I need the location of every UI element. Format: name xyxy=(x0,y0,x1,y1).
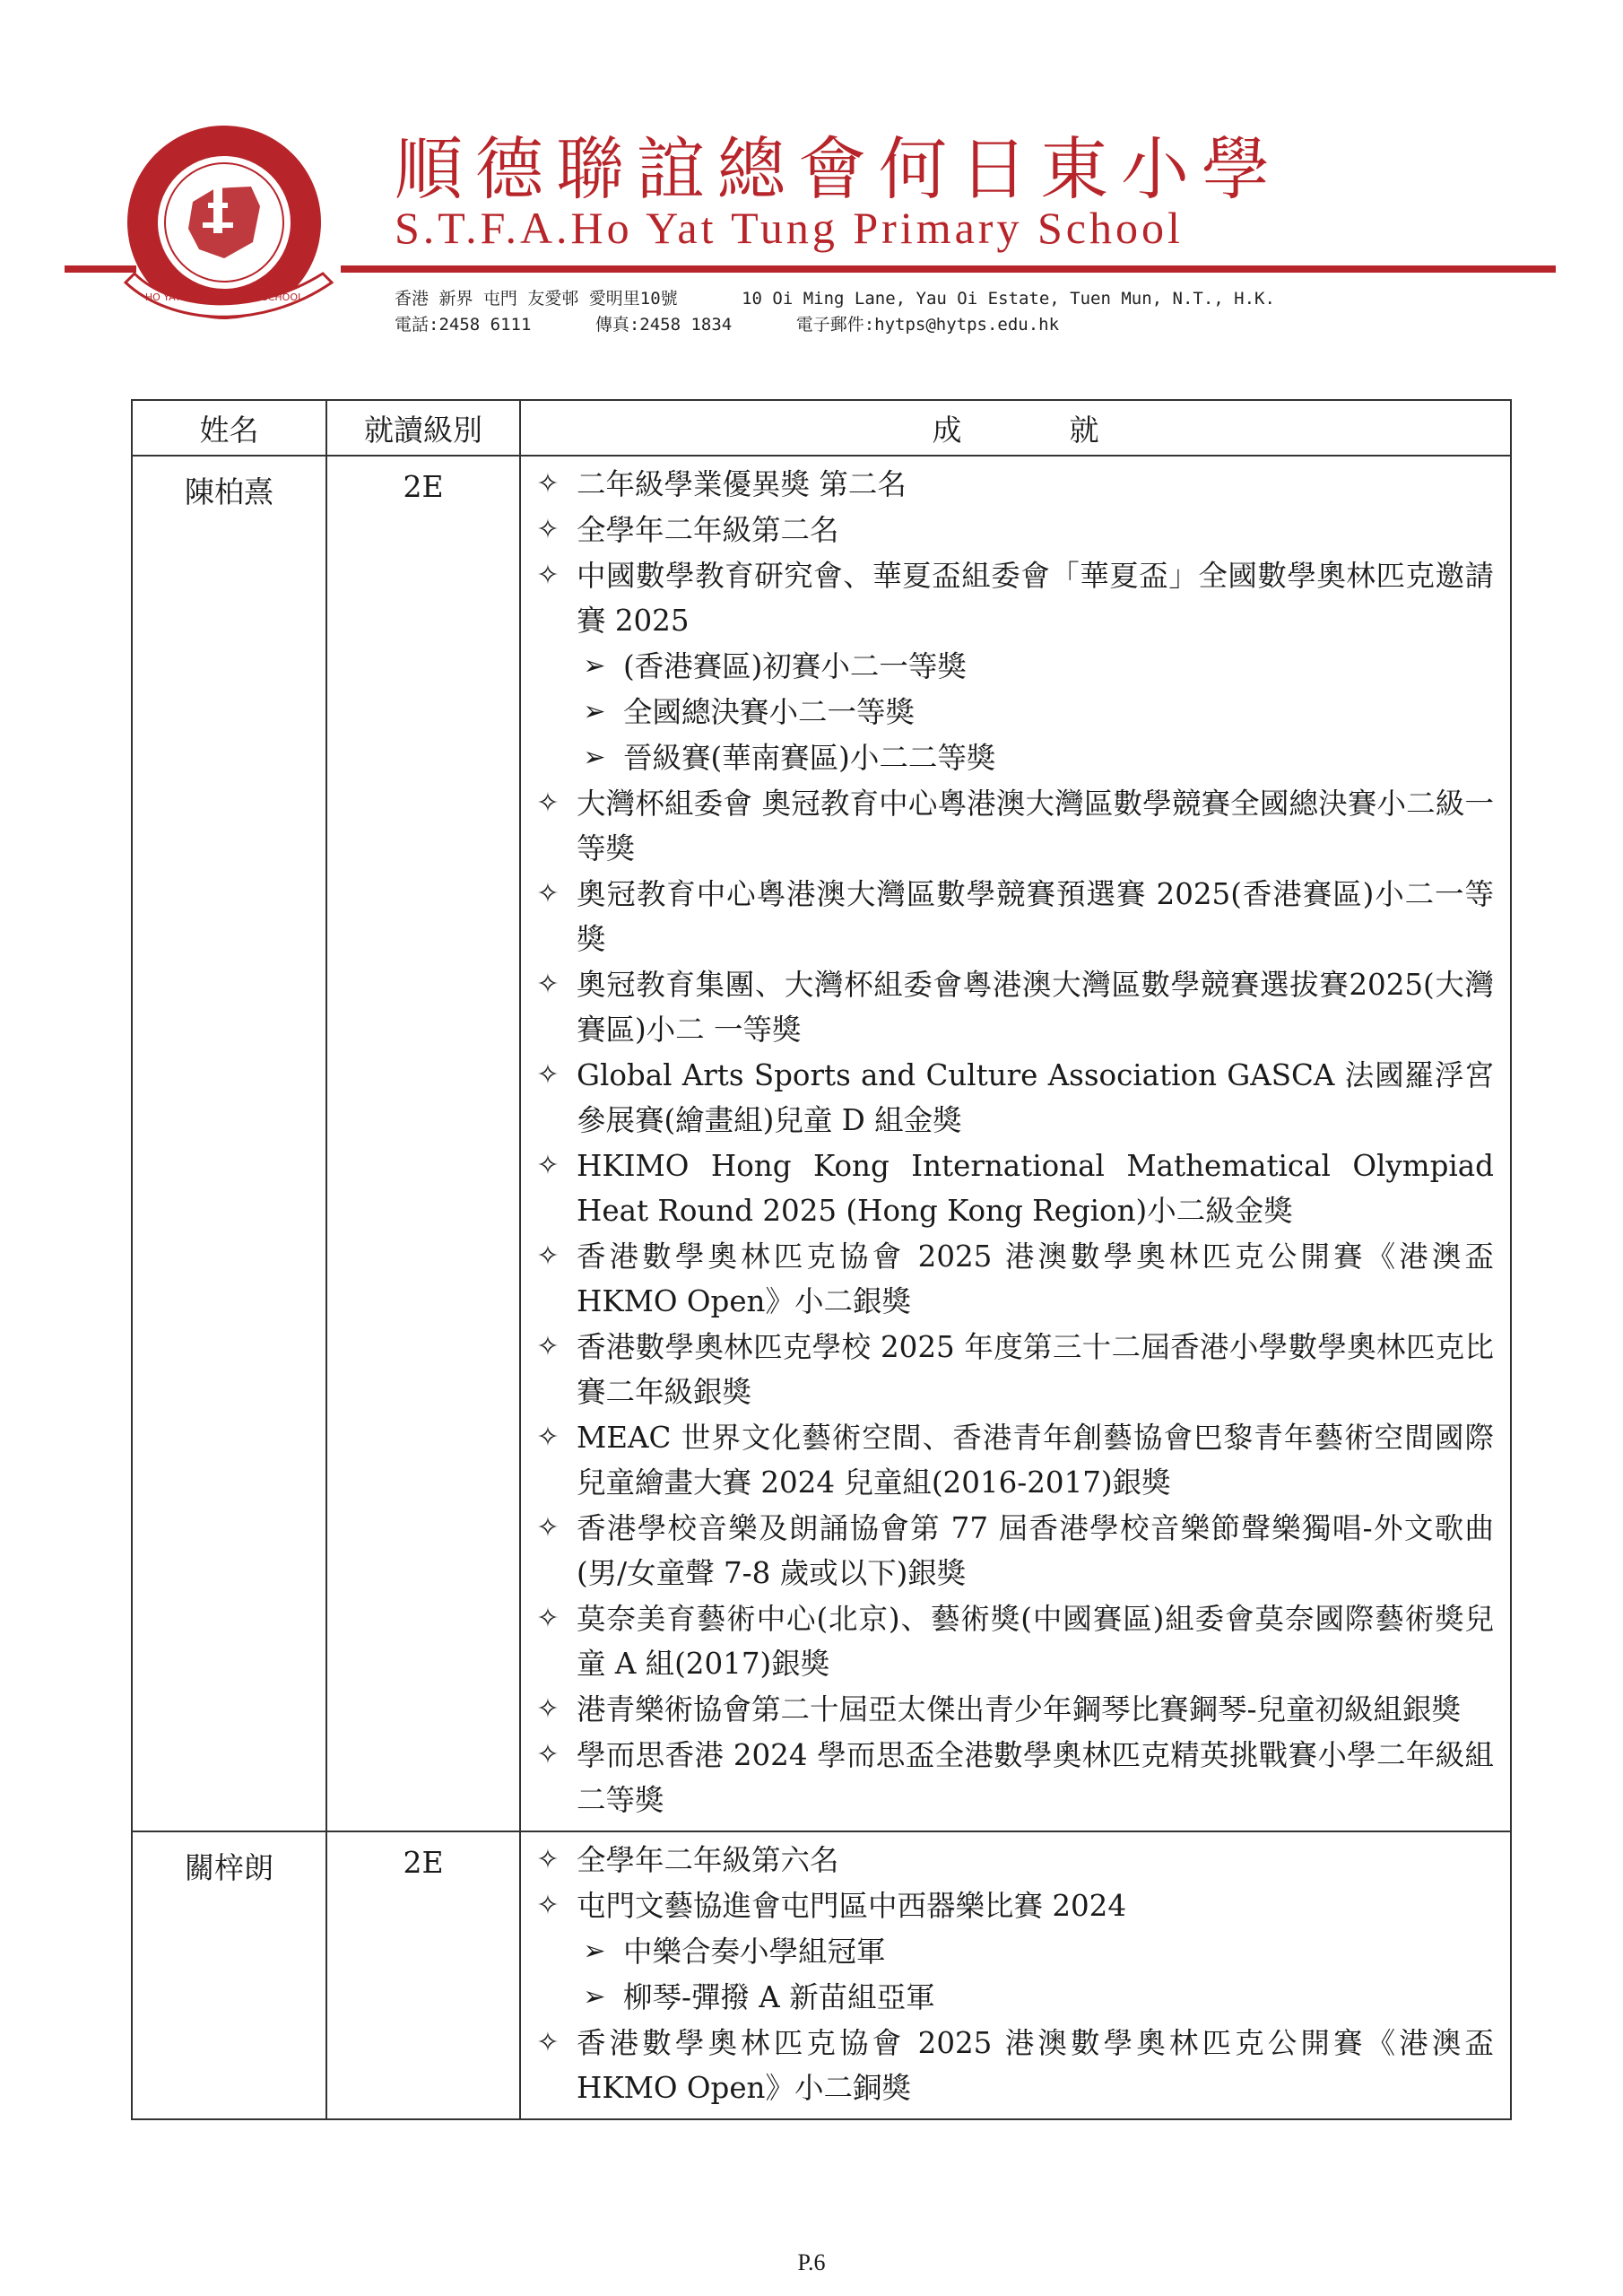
table-row xyxy=(132,1831,1511,2119)
achievement-list xyxy=(530,462,1494,1822)
achievement-subitem xyxy=(530,1929,1494,1974)
header-level: 就讀級別 xyxy=(326,400,520,456)
achievement-item xyxy=(530,962,1494,1052)
achievement-item xyxy=(530,2021,1494,2110)
school-name-chinese: 順德聯誼總會何日東小學 xyxy=(395,129,1282,209)
header-achievement: 成就 xyxy=(520,400,1511,456)
phone-number: 電話:2458 6111 xyxy=(395,315,532,335)
achievement-text: (香港賽區)初賽小二一等獎 xyxy=(623,649,967,683)
achievement-item xyxy=(530,1687,1494,1732)
table-row xyxy=(132,456,1511,1831)
student-name: 陳柏熹 xyxy=(132,456,326,1831)
achievement-item xyxy=(530,1234,1494,1324)
achievement-text: 全學年二年級第六名 xyxy=(577,1843,839,1877)
star-bullet-icon: ✧ xyxy=(536,1331,560,1362)
header-name: 姓名 xyxy=(132,400,326,456)
achievement-text: 香港數學奧林匹克協會 2025 港澳數學奧林匹克公開賽《港澳盃 HKMO Open》小二銅獎 xyxy=(577,2026,1494,2105)
star-bullet-icon: ✧ xyxy=(536,1059,560,1091)
achievement-item xyxy=(530,553,1494,643)
achievement-text: 二年級學業優異獎 第二名 xyxy=(577,467,907,501)
page-number: P.6 xyxy=(797,2249,826,2275)
achievement-subitem xyxy=(530,644,1494,689)
achievement-text: 柳琴-彈撥 A 新苗組亞軍 xyxy=(623,1980,935,2014)
achievement-item xyxy=(530,1415,1494,1505)
svg-text:HO YAT TUNG PRIMARY SCHOOL: HO YAT TUNG PRIMARY SCHOOL xyxy=(144,291,304,303)
student-name: 關梓朗 xyxy=(132,1831,326,2119)
header-rule-right xyxy=(341,265,1556,273)
achievement-item xyxy=(530,1838,1494,1883)
achievement-text: 中國數學教育研究會、華夏盃組委會「華夏盃」全國數學奧林匹克邀請賽 2025 xyxy=(577,559,1494,638)
achievement-item xyxy=(530,1053,1494,1143)
achievement-item xyxy=(530,1144,1494,1233)
contact-line xyxy=(395,311,1113,335)
arrow-bullet-icon: ➢ xyxy=(583,696,606,727)
achievement-item xyxy=(530,1733,1494,1822)
achievement-text: 中樂合奏小學組冠軍 xyxy=(623,1935,886,1969)
achievement-text: 全學年二年級第二名 xyxy=(577,513,839,547)
star-bullet-icon: ✧ xyxy=(536,1150,560,1181)
star-bullet-icon: ✧ xyxy=(536,468,560,500)
achievement-text: 全國總決賽小二一等獎 xyxy=(623,695,916,729)
arrow-bullet-icon: ➢ xyxy=(583,1981,606,2013)
star-bullet-icon: ✧ xyxy=(536,514,560,545)
achievement-item xyxy=(530,1506,1494,1596)
school-logo xyxy=(117,117,350,332)
achievement-text: 奧冠教育集團、大灣杯組委會粵港澳大灣區數學競賽選拔賽2025(大灣賽區)小二 一等獎 xyxy=(577,968,1494,1047)
school-name-english: S.T.F.A.Ho Yat Tung Primary School xyxy=(395,203,1184,253)
achievement-item xyxy=(530,462,1494,507)
star-bullet-icon: ✧ xyxy=(536,1422,560,1453)
student-level: 2E xyxy=(326,1831,520,2119)
achievement-cell xyxy=(520,456,1511,1831)
achievement-text: Global Arts Sports and Culture Association GASCA 法國羅浮宮參展賽(繪畫組)兒童 D 組金獎 xyxy=(577,1058,1494,1137)
arrow-bullet-icon: ➢ xyxy=(583,1935,606,1967)
achievement-item xyxy=(530,1596,1494,1686)
star-bullet-icon: ✧ xyxy=(536,560,560,591)
achievement-item xyxy=(530,872,1494,961)
achievement-subitem xyxy=(530,1975,1494,2020)
star-bullet-icon: ✧ xyxy=(536,1890,560,1921)
star-bullet-icon: ✧ xyxy=(536,969,560,1000)
achievement-text: 香港學校音樂及朗誦協會第 77 屆香港學校音樂節聲樂獨唱-外文歌曲(男/女童聲 7-8 歲或以下)銀獎 xyxy=(577,1511,1494,1590)
achievement-text: 大灣杯組委會 奧冠教育中心粵港澳大灣區數學競賽全國總決賽小二級一等獎 xyxy=(577,787,1494,865)
achievement-text: 港青樂術協會第二十屆亞太傑出青少年鋼琴比賽鋼琴-兒童初級組銀獎 xyxy=(577,1692,1461,1726)
email-address: 電子郵件:hytps@hytps.edu.hk xyxy=(795,315,1060,335)
achievement-text: MEAC 世界文化藝術空間、香港青年創藝協會巴黎青年藝術空間國際兒童繪畫大賽 2024 兒童組(2016-2017)銀獎 xyxy=(577,1421,1494,1500)
achievement-text: HKIMO Hong Kong International Mathematical Olympiad Heat Round 2025 (Hong Kong Region)小二級金獎 xyxy=(577,1149,1494,1228)
achievement-text: 奧冠教育中心粵港澳大灣區數學競賽預選賽 2025(香港賽區)小二一等獎 xyxy=(577,877,1494,956)
achievement-item xyxy=(530,508,1494,552)
arrow-bullet-icon: ➢ xyxy=(583,742,606,773)
achievement-item xyxy=(530,1883,1494,1928)
table-header-row xyxy=(132,400,1511,456)
achievement-item xyxy=(530,781,1494,871)
star-bullet-icon: ✧ xyxy=(536,1512,560,1544)
star-bullet-icon: ✧ xyxy=(536,1603,560,1634)
achievement-cell xyxy=(520,1831,1511,2119)
star-bullet-icon: ✧ xyxy=(536,1240,560,1272)
student-level: 2E xyxy=(326,456,520,1831)
achievement-list xyxy=(530,1838,1494,2110)
star-bullet-icon: ✧ xyxy=(536,1693,560,1725)
achievement-text: 學而思香港 2024 學而思盃全港數學奧林匹克精英挑戰賽小學二年級組二等獎 xyxy=(577,1738,1494,1817)
achievement-text: 晉級賽(華南賽區)小二二等獎 xyxy=(623,741,996,775)
fax-number: 傳真:2458 1834 xyxy=(595,315,733,335)
achievement-text: 香港數學奧林匹克協會 2025 港澳數學奧林匹克公開賽《港澳盃 HKMO Open》小二銀獎 xyxy=(577,1239,1494,1318)
header-rule-left xyxy=(65,265,136,273)
achievement-text: 莫奈美育藝術中心(北京)、藝術獎(中國賽區)組委會莫奈國際藝術獎兒童 A 組(2017)銀獎 xyxy=(577,1602,1494,1681)
achievement-table xyxy=(131,399,1512,2120)
star-bullet-icon: ✧ xyxy=(536,787,560,819)
achievement-text: 香港數學奧林匹克學校 2025 年度第三十二屆香港小學數學奧林匹克比賽二年級銀獎 xyxy=(577,1330,1494,1409)
arrow-bullet-icon: ➢ xyxy=(583,650,606,682)
achievement-subitem xyxy=(530,690,1494,735)
star-bullet-icon: ✧ xyxy=(536,2027,560,2058)
achievement-subitem xyxy=(530,735,1494,780)
address-chinese: 香港 新界 屯門 友愛邨 愛明里10號 xyxy=(395,289,678,309)
address-line xyxy=(395,285,1329,309)
achievement-text: 屯門文藝協進會屯門區中西器樂比賽 2024 xyxy=(577,1889,1127,1923)
address-english: 10 Oi Ming Lane, Yau Oi Estate, Tuen Mun, N.T., H.K. xyxy=(742,289,1275,309)
star-bullet-icon: ✧ xyxy=(536,1739,560,1770)
achievement-item xyxy=(530,1325,1494,1414)
star-bullet-icon: ✧ xyxy=(536,1844,560,1875)
star-bullet-icon: ✧ xyxy=(536,878,560,909)
